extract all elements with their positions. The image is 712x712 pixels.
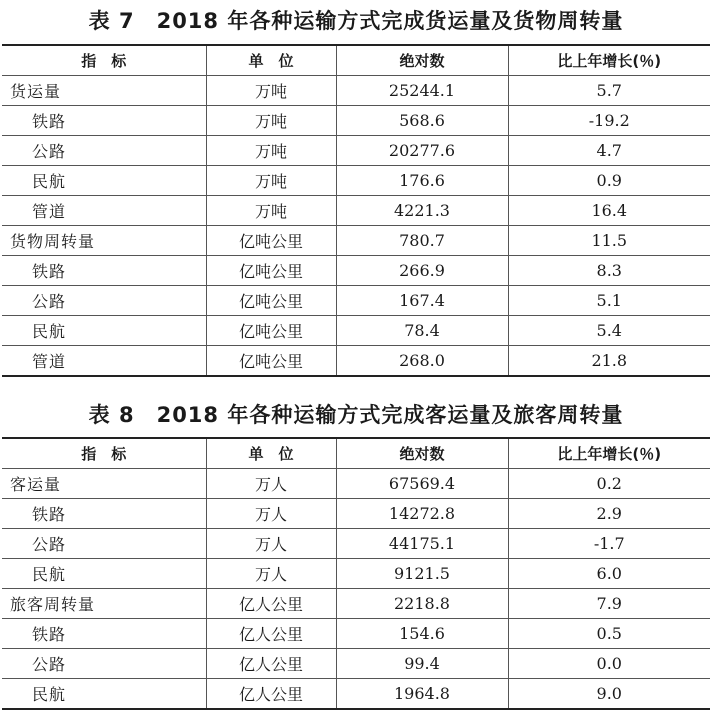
indicator-cell: 客运量 bbox=[2, 469, 206, 499]
value-cell: 780.7 bbox=[336, 226, 508, 256]
table-row bbox=[2, 589, 710, 619]
indicator-cell: 货物周转量 bbox=[2, 226, 206, 256]
value-cell: 25244.1 bbox=[336, 76, 508, 106]
indicator-cell: 管道 bbox=[2, 346, 206, 377]
table-row bbox=[2, 316, 710, 346]
table-row bbox=[2, 469, 710, 499]
unit-cell: 万人 bbox=[206, 469, 336, 499]
table-row bbox=[2, 679, 710, 710]
value-cell: 154.6 bbox=[336, 619, 508, 649]
table-row bbox=[2, 499, 710, 529]
value-cell: 44175.1 bbox=[336, 529, 508, 559]
indicator-cell: 铁路 bbox=[2, 499, 206, 529]
growth-cell: 6.0 bbox=[508, 559, 710, 589]
indicator-cell: 民航 bbox=[2, 316, 206, 346]
table-row bbox=[2, 529, 710, 559]
column-header-unit: 单 位 bbox=[206, 438, 336, 469]
indicator-cell: 公路 bbox=[2, 286, 206, 316]
value-cell: 67569.4 bbox=[336, 469, 508, 499]
value-cell: 99.4 bbox=[336, 649, 508, 679]
growth-cell: 2.9 bbox=[508, 499, 710, 529]
growth-cell: 16.4 bbox=[508, 196, 710, 226]
value-cell: 268.0 bbox=[336, 346, 508, 377]
value-cell: 20277.6 bbox=[336, 136, 508, 166]
growth-cell: 5.1 bbox=[508, 286, 710, 316]
unit-cell: 万人 bbox=[206, 559, 336, 589]
table-row bbox=[2, 286, 710, 316]
unit-cell: 万吨 bbox=[206, 76, 336, 106]
unit-cell: 万吨 bbox=[206, 196, 336, 226]
table-row bbox=[2, 346, 710, 377]
indicator-cell: 公路 bbox=[2, 529, 206, 559]
table-row bbox=[2, 559, 710, 589]
unit-cell: 亿吨公里 bbox=[206, 346, 336, 377]
column-header-unit: 单 位 bbox=[206, 45, 336, 76]
value-cell: 78.4 bbox=[336, 316, 508, 346]
value-cell: 2218.8 bbox=[336, 589, 508, 619]
value-cell: 9121.5 bbox=[336, 559, 508, 589]
unit-cell: 亿人公里 bbox=[206, 649, 336, 679]
table7 bbox=[2, 44, 710, 377]
growth-cell: 21.8 bbox=[508, 346, 710, 377]
growth-cell: 5.4 bbox=[508, 316, 710, 346]
table-row bbox=[2, 226, 710, 256]
indicator-cell: 公路 bbox=[2, 136, 206, 166]
column-header-growth: 比上年增长(％) bbox=[508, 45, 710, 76]
growth-cell: -19.2 bbox=[508, 106, 710, 136]
growth-cell: 7.9 bbox=[508, 589, 710, 619]
growth-cell: 11.5 bbox=[508, 226, 710, 256]
table-row bbox=[2, 166, 710, 196]
value-cell: 1964.8 bbox=[336, 679, 508, 710]
column-header-value: 绝对数 bbox=[336, 438, 508, 469]
table7-header-row bbox=[2, 45, 710, 76]
indicator-cell: 公路 bbox=[2, 649, 206, 679]
unit-cell: 万吨 bbox=[206, 106, 336, 136]
growth-cell: 0.0 bbox=[508, 649, 710, 679]
indicator-cell: 管道 bbox=[2, 196, 206, 226]
growth-cell: 0.5 bbox=[508, 619, 710, 649]
unit-cell: 亿吨公里 bbox=[206, 226, 336, 256]
value-cell: 14272.8 bbox=[336, 499, 508, 529]
growth-cell: 0.2 bbox=[508, 469, 710, 499]
table-row bbox=[2, 136, 710, 166]
growth-cell: 8.3 bbox=[508, 256, 710, 286]
table-row bbox=[2, 76, 710, 106]
value-cell: 167.4 bbox=[336, 286, 508, 316]
indicator-cell: 旅客周转量 bbox=[2, 589, 206, 619]
unit-cell: 万人 bbox=[206, 529, 336, 559]
growth-cell: -1.7 bbox=[508, 529, 710, 559]
table-row bbox=[2, 649, 710, 679]
table-row bbox=[2, 256, 710, 286]
value-cell: 266.9 bbox=[336, 256, 508, 286]
value-cell: 4221.3 bbox=[336, 196, 508, 226]
unit-cell: 亿人公里 bbox=[206, 619, 336, 649]
unit-cell: 亿吨公里 bbox=[206, 316, 336, 346]
table8 bbox=[2, 437, 710, 710]
column-header-indicator: 指 标 bbox=[2, 438, 206, 469]
unit-cell: 万吨 bbox=[206, 136, 336, 166]
unit-cell: 亿吨公里 bbox=[206, 256, 336, 286]
growth-cell: 9.0 bbox=[508, 679, 710, 710]
table8-title: 表 8 2018 年各种运输方式完成客运量及旅客周转量 bbox=[88, 403, 624, 427]
indicator-cell: 铁路 bbox=[2, 106, 206, 136]
growth-cell: 5.7 bbox=[508, 76, 710, 106]
indicator-cell: 民航 bbox=[2, 166, 206, 196]
column-header-indicator: 指 标 bbox=[2, 45, 206, 76]
indicator-cell: 货运量 bbox=[2, 76, 206, 106]
growth-cell: 0.9 bbox=[508, 166, 710, 196]
column-header-value: 绝对数 bbox=[336, 45, 508, 76]
table-row bbox=[2, 106, 710, 136]
table7-title: 表 7 2018 年各种运输方式完成货运量及货物周转量 bbox=[88, 9, 624, 33]
column-header-growth: 比上年增长(％) bbox=[508, 438, 710, 469]
indicator-cell: 民航 bbox=[2, 679, 206, 710]
unit-cell: 亿人公里 bbox=[206, 589, 336, 619]
value-cell: 568.6 bbox=[336, 106, 508, 136]
unit-cell: 亿吨公里 bbox=[206, 286, 336, 316]
table8-header-row bbox=[2, 438, 710, 469]
indicator-cell: 民航 bbox=[2, 559, 206, 589]
table-row bbox=[2, 619, 710, 649]
indicator-cell: 铁路 bbox=[2, 256, 206, 286]
indicator-cell: 铁路 bbox=[2, 619, 206, 649]
unit-cell: 亿人公里 bbox=[206, 679, 336, 710]
growth-cell: 4.7 bbox=[508, 136, 710, 166]
value-cell: 176.6 bbox=[336, 166, 508, 196]
unit-cell: 万人 bbox=[206, 499, 336, 529]
table-row bbox=[2, 196, 710, 226]
unit-cell: 万吨 bbox=[206, 166, 336, 196]
